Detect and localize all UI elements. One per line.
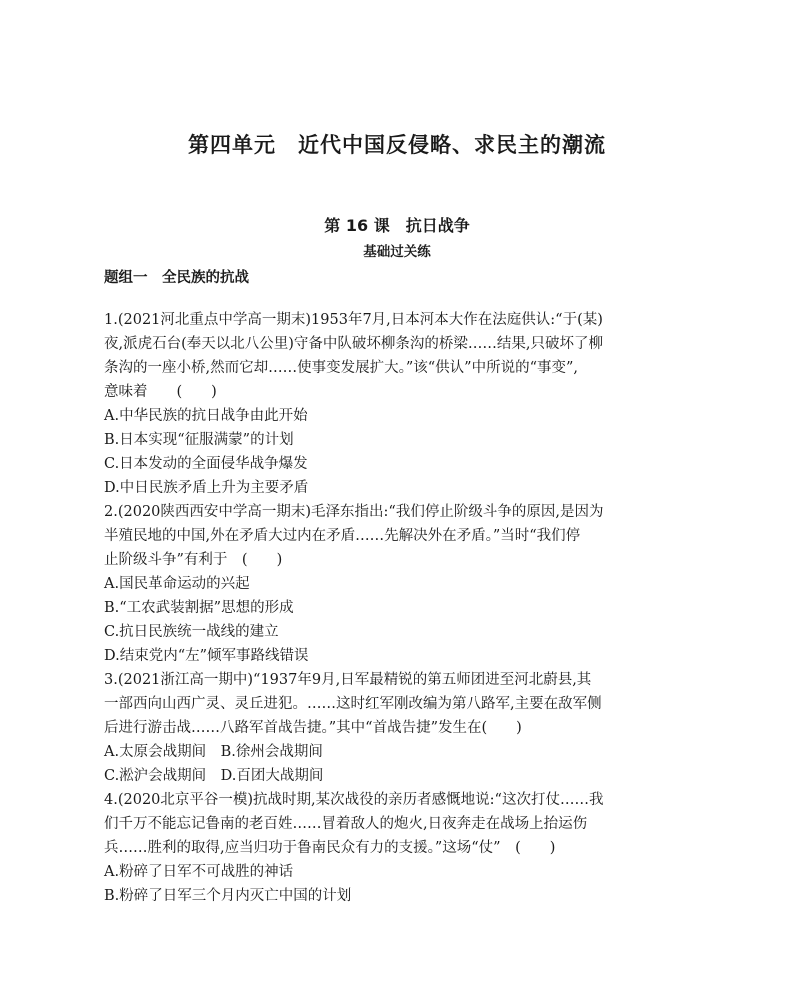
option-d: D.中日民族矛盾上升为主要矛盾 <box>104 480 309 496</box>
question-stem-line: 半殖民地的中国,外在矛盾大过内在矛盾……先解决外在矛盾。”当时“我们停 <box>104 528 581 544</box>
option-ab: A.太原会战期间 B.徐州会战期间 <box>104 744 323 760</box>
option-c: C.抗日民族统一战线的建立 <box>104 624 279 640</box>
unit-title: 第四单元 近代中国反侵略、求民主的潮流 <box>188 133 606 157</box>
practice-section-title: 基础过关练 <box>363 244 431 260</box>
option-a: A.国民革命运动的兴起 <box>104 576 250 592</box>
option-b: B.日本实现“征服满蒙”的计划 <box>104 432 294 448</box>
question-stem-line: 后进行游击战……八路军首战告捷。”其中“首战告捷”发生在( ) <box>104 720 522 736</box>
question-stem-line: 兵……胜利的取得,应当归功于鲁南民众有力的支援。”这场“仗” ( ) <box>104 840 556 856</box>
question-stem-line: 夜,派虎石台(奉天以北八公里)守备中队破坏柳条沟的桥梁……结果,只破坏了柳 <box>104 336 604 352</box>
option-b: B.粉碎了日军三个月内灭亡中国的计划 <box>104 888 352 904</box>
option-d: D.结束党内“左”倾军事路线错误 <box>104 648 309 664</box>
option-cd: C.淞沪会战期间 D.百团大战期间 <box>104 768 324 784</box>
question-group-title: 题组一 全民族的抗战 <box>104 270 249 286</box>
question-stem-line: 止阶级斗争”有利于 ( ) <box>104 552 283 568</box>
question-stem-line: 1.(2021河北重点中学高一期末)1953年7月,日本河本大作在法庭供认:“于(某) <box>104 312 603 328</box>
option-a: A.粉碎了日军不可战胜的神话 <box>104 864 294 880</box>
question-4 <box>104 788 694 908</box>
question-stem-line: 3.(2021浙江高一期中)“1937年9月,日军最精锐的第五师团进至河北蔚县,其 <box>104 672 592 688</box>
question-stem-line: 条沟的一座小桥,然而它却……使事变发展扩大。”该“供认”中所说的“事变”, <box>104 360 579 376</box>
question-stem-line: 2.(2020陕西西安中学高一期末)毛泽东指出:“我们停止阶级斗争的原因,是因为 <box>104 504 604 520</box>
question-stem-line: 一部西向山西广灵、灵丘进犯。……这时红军刚改编为第八路军,主要在敌军侧 <box>104 696 602 712</box>
lesson-title: 第 16 课 抗日战争 <box>324 216 470 235</box>
question-list <box>104 308 694 908</box>
option-c: C.日本发动的全面侵华战争爆发 <box>104 456 308 472</box>
question-stem-line: 4.(2020北京平谷一模)抗战时期,某次战役的亲历者感慨地说:“这次打仗……我 <box>104 792 604 808</box>
question-stem-line: 意味着 ( ) <box>104 384 217 400</box>
question-3 <box>104 668 694 788</box>
question-2 <box>104 500 694 668</box>
question-stem-line: 们千万不能忘记鲁南的老百姓……冒着敌人的炮火,日夜奔走在战场上抬运伤 <box>104 816 588 832</box>
option-b: B.“工农武装割据”思想的形成 <box>104 600 294 616</box>
question-1 <box>104 308 694 500</box>
option-a: A.中华民族的抗日战争由此开始 <box>104 408 308 424</box>
